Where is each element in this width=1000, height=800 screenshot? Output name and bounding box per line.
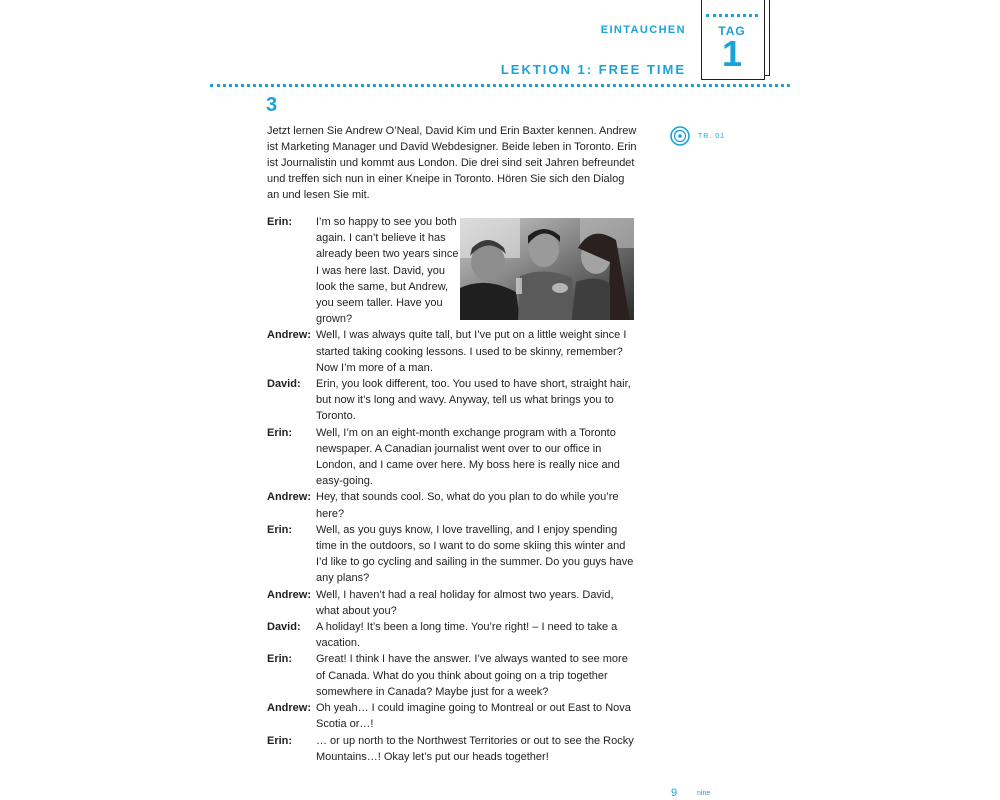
- dialog-text: A holiday! It’s been a long time. You’re right! – I need to take a vacation.: [316, 621, 618, 650]
- dialog-line: [267, 214, 637, 327]
- speaker-name: Erin:: [267, 523, 293, 536]
- day-tab-word: TAG: [718, 24, 746, 38]
- speaker-name: Andrew:: [267, 329, 311, 342]
- dialog-text: I’m so happy to see you both again. I can’t believe it has already been two years since I was here last. David, you look the same, but Andrew, you seem taller. Have you grown?: [316, 216, 459, 326]
- section-number: 3: [266, 94, 278, 116]
- dialog-line: [267, 733, 637, 765]
- speaker-name: Erin:: [267, 734, 293, 747]
- speaker-name: Andrew:: [267, 588, 311, 601]
- cd-icon: [670, 126, 690, 146]
- intro-paragraph: Jetzt lernen Sie Andrew O’Neal, David Kim und Erin Baxter kennen. Andrew ist Marketing Manager und David Webdesigner. Beide leben in Toronto. Erin ist Journalistin und kommt aus London. Die drei sind seit Jahren befreundet und treffen sich nun in einer Kneipe in Toronto. Hören Sie sich den Dialog an und lesen Sie mit.: [267, 125, 637, 201]
- dialog-text: Well, I haven’t had a real holiday for almost two years. David, what about you?: [316, 588, 614, 617]
- page-number-word: nine: [697, 790, 711, 797]
- day-tab-rings: [706, 14, 758, 17]
- dialog-text: Great! I think I have the answer. I’ve always wanted to see more of Canada. What do you think about going on a trip together somewhere in Canada? Maybe just for a week?: [316, 653, 628, 698]
- dialog-line: [267, 587, 637, 619]
- day-tab-number: 1: [721, 33, 743, 74]
- speaker-name: Erin:: [267, 426, 293, 439]
- dialog-line: [267, 425, 637, 490]
- section-label: EINTAUCHEN: [600, 24, 686, 36]
- dialog-text: … or up north to the Northwest Territories or out to see the Rocky Mountains…! Okay let’s put our heads together!: [316, 734, 634, 763]
- dialog-text: Well, I was always quite tall, but I’ve put on a little weight since I started taking cooking lessons. I used to be skinny, remember? Now I’m more of a man.: [316, 329, 627, 374]
- dialog-text: Erin, you look different, too. You used to have short, straight hair, but now it’s long and wavy. Anyway, tell us what brings you to Toronto.: [316, 378, 631, 423]
- dialog-line: [267, 522, 637, 587]
- speaker-name: David:: [267, 378, 301, 391]
- speaker-name: Andrew:: [267, 491, 311, 504]
- dialog-text: Well, I’m on an eight-month exchange program with a Toronto newspaper. A Canadian journalist went over to our office in London, and I came over here. My boss here is really nice and easy-going.: [316, 426, 620, 488]
- track-label: TR. 01: [698, 133, 726, 140]
- dialog-line: [267, 619, 637, 651]
- dialog-line: [267, 376, 637, 425]
- dialog-line: [267, 651, 637, 700]
- dialog: [267, 214, 637, 765]
- dialog-text: Well, as you guys know, I love travelling, and I enjoy spending time in the outdoors, so I want to do some skiing this winter and I’d like to go cycling and sailing in the summer. Do you guys have any plans?: [316, 523, 634, 585]
- page-number: 9: [671, 787, 678, 799]
- dialog-text: Hey, that sounds cool. So, what do you plan to do while you’re here?: [316, 491, 619, 520]
- dialog-line: [267, 327, 637, 376]
- dialog-text: Oh yeah… I could imagine going to Montreal or out East to Nova Scotia or…!: [316, 702, 631, 731]
- lesson-title: LEKTION 1: FREE TIME: [500, 62, 686, 77]
- speaker-name: David:: [267, 621, 301, 634]
- speaker-name: Erin:: [267, 653, 293, 666]
- speaker-name: Erin:: [267, 216, 293, 228]
- header-divider: [210, 84, 790, 87]
- dialog-line: [267, 489, 637, 521]
- dialog-line: [267, 700, 637, 732]
- speaker-name: Andrew:: [267, 702, 311, 715]
